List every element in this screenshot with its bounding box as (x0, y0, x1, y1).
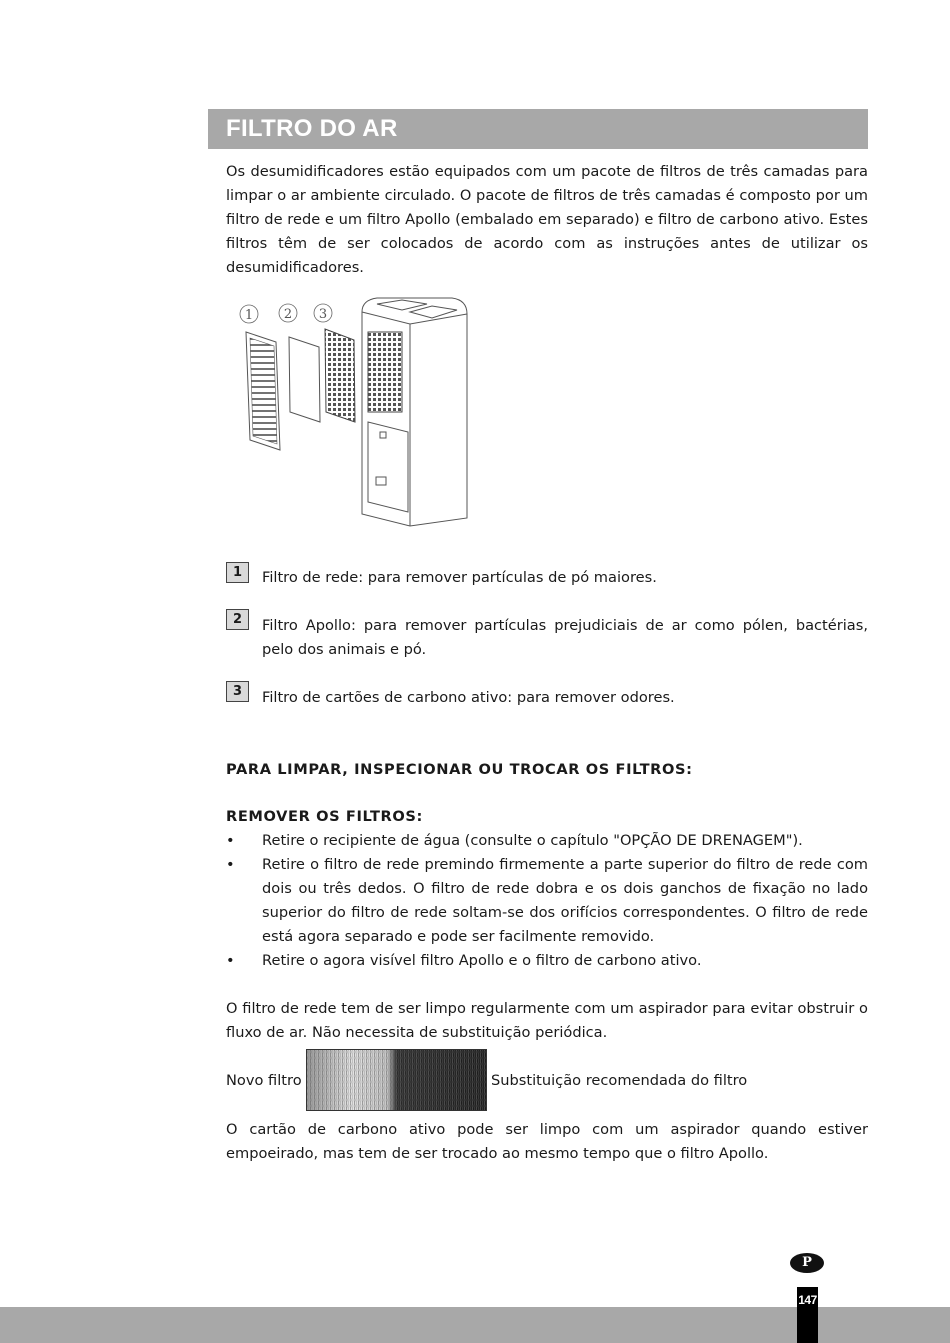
carbon-filter-drawing (325, 329, 355, 422)
bullet-icon: • (226, 856, 235, 873)
list-item-text: Retire o agora visível filtro Apollo e o filtro de carbono ativo. (262, 952, 702, 969)
new-filter-label: Novo filtro (226, 1072, 302, 1089)
subheading-remove-filters: REMOVER OS FILTROS: (226, 808, 423, 825)
net-filter-cleaning-paragraph: O filtro de rede tem de ser limpo regularmente com um aspirador para evitar obstruir o fluxo de ar. Não necessita de substituição periódica. (226, 1000, 868, 1041)
section-heading: PARA LIMPAR, INSPECIONAR OU TROCAR OS FILTROS: (226, 761, 693, 778)
filter-description-3: Filtro de cartões de carbono ativo: para remover odores. (262, 689, 675, 706)
carbon-card-paragraph: O cartão de carbono ativo pode ser limpo com um aspirador quando estiver empoeirado, mas tem de ser trocado ao mesmo tempo que o filtro Apollo. (226, 1121, 868, 1162)
filter-number-1: 1 (226, 562, 249, 583)
list-item-text: Retire o recipiente de água (consulte o capítulo "OPÇÃO DE DRENAGEM"). (262, 832, 803, 849)
list-item (226, 829, 868, 853)
list-item (226, 853, 868, 949)
list-item (226, 949, 868, 973)
svg-text:3: 3 (318, 307, 328, 322)
bullet-icon: • (226, 952, 235, 969)
illustration-label-3 (314, 304, 332, 322)
svg-text:1: 1 (244, 308, 254, 323)
language-badge: P (790, 1253, 824, 1273)
bullet-icon: • (226, 832, 235, 849)
illustration-label-1 (240, 305, 258, 323)
filter-comparison-image (306, 1049, 487, 1111)
net-filter-drawing (246, 332, 280, 450)
removal-steps-list (226, 829, 868, 973)
filter-comparison (226, 1049, 868, 1111)
intro-paragraph: Os desumidificadores estão equipados com um pacote de filtros de três camadas para limpar o ar ambiente circulado. O pacote de filtros de três camadas é composto por um filtro de rede e um filtro Apollo (embalado em separado) e filtro de carbono ativo. Estes filtros têm de ser colocados de acordo com as instruções antes de utilizar os desumidificadores. (226, 163, 868, 276)
filter-description-1: Filtro de rede: para remover partículas de pó maiores. (262, 569, 657, 586)
page-number: 147 (797, 1287, 818, 1343)
filter-number-3: 3 (226, 681, 249, 702)
section-title-bar (208, 109, 868, 149)
apollo-filter-drawing (289, 337, 320, 422)
filter-assembly-illustration (232, 282, 480, 532)
list-item-text: Retire o filtro de rede premindo firmemente a parte superior do filtro de rede com dois ou três dedos. O filtro de rede dobra e os dois ganchos de fixação no lado superior do filtro de rede soltam-se dos orifícios correspondentes. O filtro de rede está agora separado e pode ser facilmente removido. (262, 856, 868, 945)
page-title: FILTRO DO AR (226, 115, 398, 142)
filter-description-2: Filtro Apollo: para remover partículas prejudiciais de ar como pólen, bactérias, pelo dos animais e pó. (262, 617, 868, 658)
replacement-label: Substituição recomendada do filtro (491, 1072, 748, 1089)
filter-number-2: 2 (226, 609, 249, 630)
svg-text:2: 2 (283, 307, 293, 322)
dehumidifier-drawing (362, 298, 467, 526)
illustration-label-2 (279, 304, 297, 322)
